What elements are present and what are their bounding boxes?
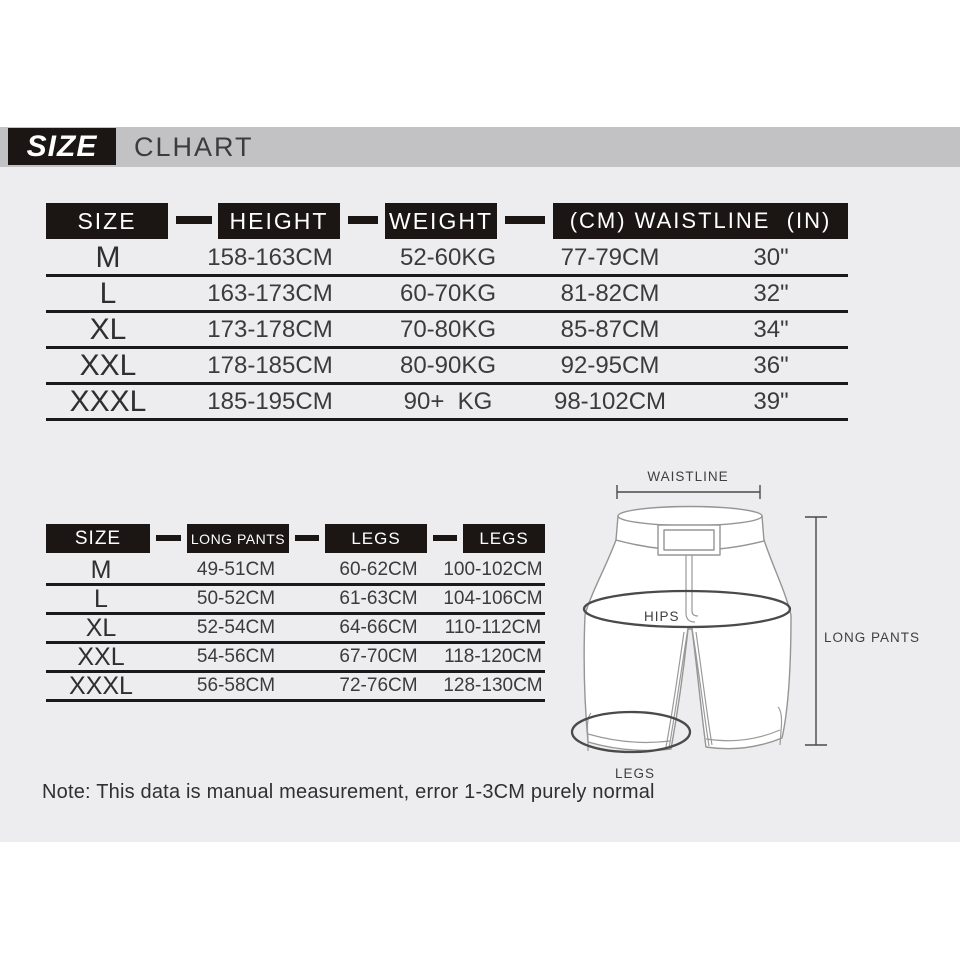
pants-chart-header-legs-2: LEGS xyxy=(463,524,545,553)
size-badge: SIZE xyxy=(8,128,116,165)
waist-in-cell: 36" xyxy=(753,351,789,379)
connector-dash xyxy=(505,216,545,224)
weight-cell: 90+ KG xyxy=(403,387,493,415)
waist-cm-cell: 81-82CM xyxy=(560,279,660,307)
legs-cell: 60-62CM xyxy=(339,559,418,580)
size-chart-header-size: SIZE xyxy=(46,203,168,239)
legs-2-cell: 118-120CM xyxy=(444,646,542,667)
height-cell: 185-195CM xyxy=(207,387,333,415)
waist-in-cell: 32" xyxy=(753,279,789,307)
size-chart-header-height: HEIGHT xyxy=(218,203,340,239)
pants-chart-row xyxy=(46,615,545,644)
connector-dash xyxy=(433,535,457,541)
long-pants-cell: 50-52CM xyxy=(196,588,276,609)
waist-cm-cell: 77-79CM xyxy=(560,243,660,271)
pants-chart-row xyxy=(46,673,545,702)
size-cell: M xyxy=(90,555,112,584)
size-chart-row xyxy=(46,241,848,277)
size-cell: XL xyxy=(85,613,117,642)
long-pants-cell: 49-51CM xyxy=(196,559,276,580)
size-cell: XL xyxy=(89,312,127,346)
long-pants-cell: 56-58CM xyxy=(196,675,276,696)
waist-in-cell: 39" xyxy=(753,387,789,415)
size-chart-row xyxy=(46,277,848,313)
pants-chart-header-long-pants: LONG PANTS xyxy=(187,524,289,553)
pants-chart-row xyxy=(46,557,545,586)
legs-2-cell: 100-102CM xyxy=(443,559,543,580)
pants-chart-table xyxy=(46,557,545,702)
size-chart-table xyxy=(46,241,848,421)
measurement-note: Note: This data is manual measurement, error 1-3CM purely normal xyxy=(42,781,655,803)
size-cell: L xyxy=(99,276,117,310)
legs-cell: 67-70CM xyxy=(339,646,418,667)
legs-2-cell: 128-130CM xyxy=(443,675,543,696)
long-pants-cell: 52-54CM xyxy=(196,617,276,638)
waist-in-cell: 34" xyxy=(753,315,789,343)
weight-cell: 80-90KG xyxy=(399,351,497,379)
long-pants-cell: 54-56CM xyxy=(196,646,276,667)
chart-title: CLHART xyxy=(134,132,254,162)
size-chart-row xyxy=(46,349,848,385)
weight-cell: 70-80KG xyxy=(399,315,497,343)
connector-dash xyxy=(295,535,319,541)
pants-chart-header-legs: LEGS xyxy=(325,524,427,553)
size-cell: M xyxy=(95,240,121,274)
waist-cm-cell: 85-87CM xyxy=(560,315,660,343)
legs-2-cell: 104-106CM xyxy=(443,588,543,609)
height-cell: 163-173CM xyxy=(207,279,333,307)
size-chart-row xyxy=(46,313,848,349)
height-cell: 173-178CM xyxy=(207,315,333,343)
weight-cell: 52-60KG xyxy=(399,243,497,271)
connector-dash xyxy=(176,216,212,224)
size-cell: XXL xyxy=(77,642,125,671)
pants-chart-header-size: SIZE xyxy=(46,524,150,553)
size-chart-row xyxy=(46,385,848,421)
hips-label: HIPS xyxy=(644,609,680,624)
pants-chart-row xyxy=(46,644,545,673)
legs-2-cell: 110-112CM xyxy=(444,617,542,638)
waistline-label: WAISTLINE xyxy=(647,469,729,484)
size-chart-header-waistline: (CM) WAISTLINE (IN) xyxy=(553,203,848,239)
waist-in-cell: 30" xyxy=(753,243,789,271)
size-cell: L xyxy=(94,584,108,613)
size-chart-header-weight: WEIGHT xyxy=(385,203,497,239)
waist-cm-cell: 92-95CM xyxy=(560,351,660,379)
waist-cm-cell: 98-102CM xyxy=(553,387,667,415)
connector-dash xyxy=(156,535,181,541)
height-cell: 158-163CM xyxy=(207,243,333,271)
weight-cell: 60-70KG xyxy=(399,279,497,307)
legs-cell: 61-63CM xyxy=(339,588,418,609)
pants-chart-row xyxy=(46,586,545,615)
legs-label: LEGS xyxy=(614,766,656,781)
long-pants-label: LONG PANTS xyxy=(824,630,920,645)
size-cell: XXXL xyxy=(69,384,147,418)
size-cell: XXL xyxy=(79,348,137,382)
height-cell: 178-185CM xyxy=(207,351,333,379)
waistline-measure-line xyxy=(617,485,760,499)
connector-dash xyxy=(348,216,378,224)
size-cell: XXXL xyxy=(69,671,133,700)
legs-cell: 72-76CM xyxy=(339,675,418,696)
legs-cell: 64-66CM xyxy=(339,617,418,638)
shorts-diagram xyxy=(560,465,920,795)
